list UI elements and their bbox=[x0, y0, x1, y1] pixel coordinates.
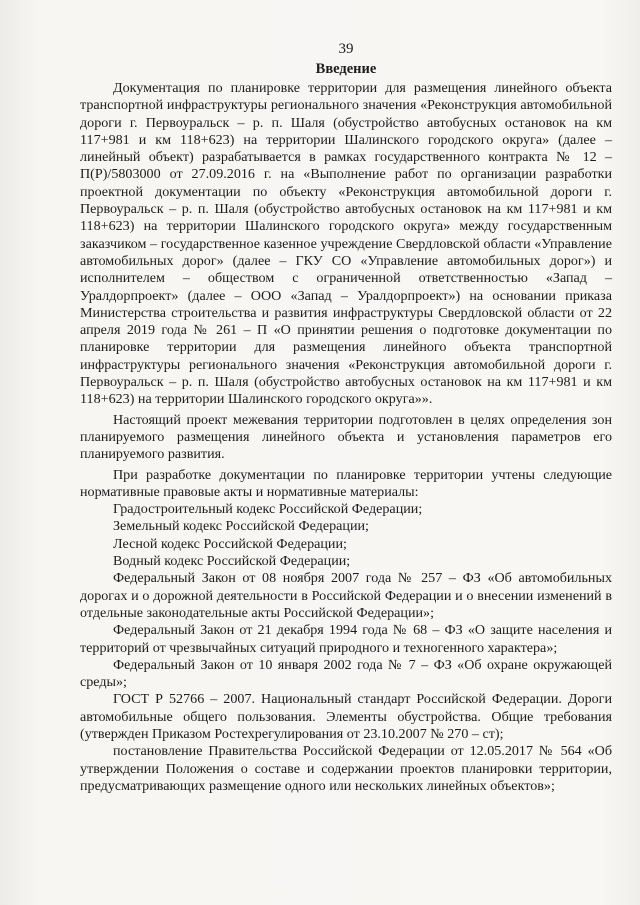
regulation-list-item: Градостроительный кодекс Российской Федерации; bbox=[113, 501, 423, 518]
regulation-list-item: Лесной кодекс Российской Федерации; bbox=[113, 535, 347, 552]
regulations-intro-paragraph: При разработке документации по планировке территории учтены следующие нормативные правовые акты и нормативные материалы: bbox=[80, 466, 612, 500]
regulation-list-item: Федеральный Закон от 08 ноября 2007 года № 257 – ФЗ «Об автомобильных дорогах и о дорожной деятельности в Российской Федерации и о внесении изменений в отдельные законодательные акты Российской Федерации»; bbox=[80, 570, 612, 621]
regulation-list-item: постановление Правительства Российской Федерации от 12.05.2017 № 564 «Об утверждении Положения о составе и содержании проектов планировки территории, предусматривающих размещение одного или нескольких линейных объектов»; bbox=[80, 743, 612, 794]
regulation-list-item: ГОСТ Р 52766 – 2007. Национальный стандарт Российской Федерации. Дороги автомобильные общего пользования. Элементы обустройства. Общие требования (утвержден Приказом Ростехрегулирования от 23.10.2007 № 270 – ст); bbox=[80, 691, 612, 742]
purpose-paragraph: Настоящий проект межевания территории подготовлен в целях определения зон планируемого размещения линейного объекта и установления параметров его планируемого развития. bbox=[80, 411, 612, 463]
section-heading: Введение bbox=[315, 61, 377, 77]
regulation-list-item: Федеральный Закон от 21 декабря 1994 года № 68 – ФЗ «О защите населения и территорий от чрезвычайных ситуаций природного и техногенного характера»; bbox=[80, 622, 612, 656]
intro-paragraph: Документация по планировке территории для размещения линейного объекта транспортной инфраструктуры регионального значения «Реконструкция автомобильной дороги г. Первоуральск – р. п. Шаля (обустройство автобусных остановок на км 117+981 и км 118+623) на территории Шалинского городского округа» (далее – линейный объект) разрабатывается в рамках государственного контракта № 12 – П(Р)/5803000 от 27.09.2016 г. на «Выполнение работ по организации разработки проектной документации по объекту «Реконструкция автомобильной дороги г. Первоуральск – р. п. Шаля (обустройство автобусных остановок на км 117+981 и км 118+623) на территории Шалинского городского округа» между государственным заказчиком – государственное казенное учреждение Свердловской области «Управление автомобильных дорог» (далее – ГКУ СО «Управление автомобильных дорог») и исполнителем – обществом с ограниченной ответственностью «Запад – Уралдорпроект» (далее – ООО «Запад – Уралдорпроект») на основании приказа Министерства строительства и развития инфраструктуры Свердловской области от 22 апреля 2019 года № 261 – П «О принятии решения о подготовке документации по планировке территории для размещения линейного объекта транспортной инфраструктуры регионального значения «Реконструкция автомобильной дороги г. Первоуральск – р. п. Шаля (обустройство автобусных остановок на км 117+981 и км 118+623) на территории Шалинского городского округа»». bbox=[80, 80, 612, 408]
regulation-list-item: Федеральный Закон от 10 января 2002 года № 7 – ФЗ «Об охране окружающей среды»; bbox=[80, 656, 612, 691]
regulation-list-item: Водный кодекс Российской Федерации; bbox=[113, 553, 351, 570]
page-number: 39 bbox=[338, 41, 354, 57]
regulation-list-item: Земельный кодекс Российской Федерации; bbox=[113, 518, 369, 535]
